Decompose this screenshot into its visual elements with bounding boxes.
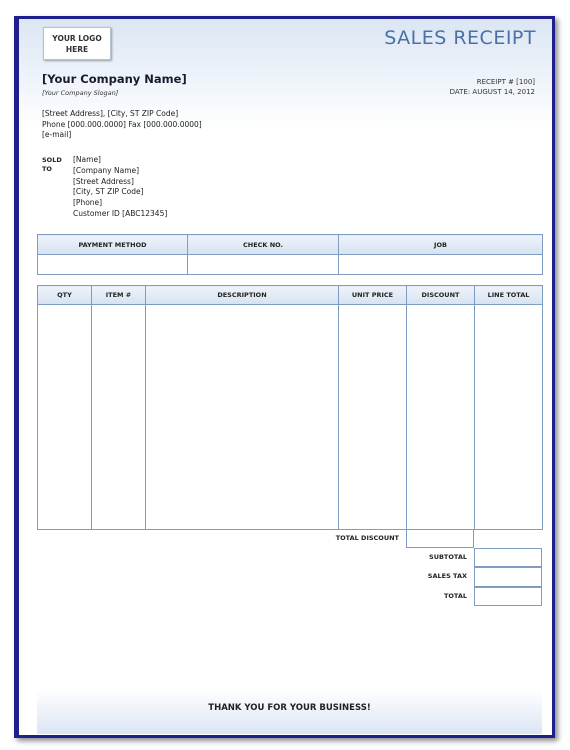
receipt-date: DATE: AUGUST 14, 2012 xyxy=(449,88,535,96)
sold-to-street: [Street Address] xyxy=(73,176,134,186)
line-total-header: LINE TOTAL xyxy=(475,286,543,305)
subtotal-field[interactable] xyxy=(474,548,542,567)
company-name: [Your Company Name] xyxy=(42,72,187,86)
total-label: TOTAL xyxy=(443,592,467,600)
sold-to-block xyxy=(73,155,167,220)
items-table-header xyxy=(38,286,543,305)
sold-to-phone: [Phone] xyxy=(73,198,103,208)
sales-tax-label: SALES TAX xyxy=(427,572,467,580)
logo-line-1: YOUR LOGO xyxy=(52,33,102,43)
payment-table-row xyxy=(38,255,543,275)
job-cell[interactable] xyxy=(339,255,543,275)
sold-to-name: [Name] xyxy=(73,155,101,164)
company-email: [e-mail] xyxy=(42,130,72,139)
company-address: [Street Address], [City, ST ZIP Code] xyxy=(42,109,179,118)
job-header: JOB xyxy=(339,235,543,255)
check-no-header: CHECK NO. xyxy=(188,235,339,255)
receipt-page xyxy=(19,19,552,735)
total-discount-label: TOTAL DISCOUNT xyxy=(335,534,399,542)
sold-to-customer-id: Customer ID [ABC12345] xyxy=(73,208,168,218)
receipt-meta xyxy=(450,77,535,97)
description-column[interactable] xyxy=(146,305,339,530)
company-slogan: [Your Company Slogan] xyxy=(42,89,119,97)
sold-to-label-line-1: SOLD xyxy=(42,156,62,164)
line-total-column[interactable] xyxy=(475,305,543,530)
items-table xyxy=(37,285,543,530)
sales-tax-field[interactable] xyxy=(474,567,542,587)
check-no-cell[interactable] xyxy=(188,255,339,275)
discount-column[interactable] xyxy=(407,305,475,530)
item-number-column[interactable] xyxy=(92,305,146,530)
total-discount-field[interactable] xyxy=(406,529,474,548)
payment-table xyxy=(37,234,543,275)
subtotal-label: SUBTOTAL xyxy=(429,553,467,561)
qty-header: QTY xyxy=(38,286,92,305)
receipt-number: RECEIPT # [100] xyxy=(476,78,535,86)
logo-placeholder xyxy=(43,27,111,60)
document-title: SALES RECEIPT xyxy=(384,27,536,49)
items-table-body xyxy=(38,305,543,530)
qty-column[interactable] xyxy=(38,305,92,530)
company-address-block xyxy=(42,109,202,141)
logo-line-2: HERE xyxy=(65,44,89,54)
description-header: DESCRIPTION xyxy=(146,286,339,305)
sold-to-city: [City, ST ZIP Code] xyxy=(73,187,144,197)
company-phone-fax: Phone [000.000.0000] Fax [000.000.0000] xyxy=(42,119,202,129)
thank-you-message: THANK YOU FOR YOUR BUSINESS! xyxy=(208,703,371,713)
sold-to-label-line-2: TO xyxy=(42,165,52,173)
total-field[interactable] xyxy=(474,587,542,606)
discount-header: DISCOUNT xyxy=(407,286,475,305)
payment-method-cell[interactable] xyxy=(38,255,188,275)
sold-to-label xyxy=(42,156,68,174)
payment-table-header xyxy=(38,235,543,255)
item-number-header: ITEM # xyxy=(92,286,146,305)
unit-price-column[interactable] xyxy=(339,305,407,530)
unit-price-header: UNIT PRICE xyxy=(339,286,407,305)
payment-method-header: PAYMENT METHOD xyxy=(38,235,188,255)
sold-to-company: [Company Name] xyxy=(73,165,140,175)
